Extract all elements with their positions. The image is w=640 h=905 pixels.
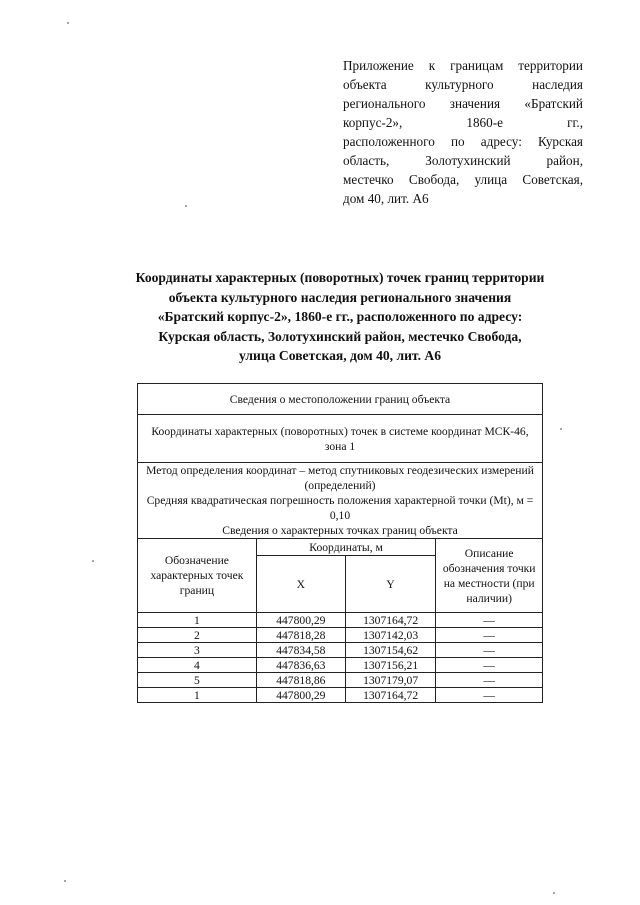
scan-speck [185, 205, 187, 207]
point-description: — [436, 613, 543, 628]
point-x: 447818,28 [256, 628, 345, 643]
appendix-line: местечко Свобода, улица Советская, [343, 172, 583, 187]
point-x: 447818,86 [256, 673, 345, 688]
appendix-note [343, 56, 583, 208]
point-x: 447800,29 [256, 613, 345, 628]
title-line: Координаты характерных (поворотных) точек границ территории [135, 270, 545, 285]
title-line: объекта культурного наследия регионального значения [168, 289, 512, 305]
appendix-line: корпус-2», 1860-е гг., [343, 115, 583, 130]
title-line: улица Советская, дом 40, лит. А6 [238, 348, 442, 363]
point-label: 3 [138, 643, 257, 658]
scan-speck [553, 892, 555, 894]
point-y: 1307164,72 [345, 613, 435, 628]
point-description: — [436, 688, 543, 703]
table-title-cell: Сведения о местоположении границ объекта [138, 384, 543, 415]
appendix-line: Приложение к границам территории [343, 58, 583, 73]
point-x: 447800,29 [256, 688, 345, 703]
point-label: 1 [138, 688, 257, 703]
scan-speck [67, 22, 69, 24]
header-description: Описание обозначения точки на местности (при наличии) [436, 539, 543, 613]
header-x: X [256, 556, 345, 613]
table-row [138, 613, 543, 628]
method-cell [138, 463, 543, 539]
point-x: 447834,58 [256, 643, 345, 658]
point-description: — [436, 658, 543, 673]
point-y: 1307154,62 [345, 643, 435, 658]
point-label: 4 [138, 658, 257, 673]
point-y: 1307142,03 [345, 628, 435, 643]
point-description: — [436, 643, 543, 658]
header-y: Y [345, 556, 435, 613]
table-row [138, 688, 543, 703]
point-description: — [436, 628, 543, 643]
header-coordinates: Координаты, м [256, 539, 436, 556]
title-line: «Братский корпус-2», 1860-е гг., расположенного по адресу: [157, 309, 523, 324]
point-y: 1307179,07 [345, 673, 435, 688]
document-title [100, 268, 580, 366]
table-row [138, 673, 543, 688]
scan-speck [560, 428, 562, 430]
points-title-text: Сведения о характерных точках границ объекта [222, 524, 458, 537]
scan-speck [64, 880, 66, 882]
point-description: — [436, 673, 543, 688]
point-y: 1307156,21 [345, 658, 435, 673]
appendix-line: регионального значения «Братский [343, 96, 583, 111]
point-label: 5 [138, 673, 257, 688]
appendix-line: дом 40, лит. А6 [343, 191, 429, 206]
coordinates-table [137, 383, 543, 703]
point-label: 2 [138, 628, 257, 643]
point-x: 447836,63 [256, 658, 345, 673]
header-point-label: Обозначение характерных точек границ [138, 539, 257, 613]
appendix-line: расположенного по адресу: Курская [343, 134, 583, 149]
table-row [138, 643, 543, 658]
appendix-line: объекта культурного наследия [343, 77, 583, 92]
accuracy-text: Средняя квадратическая погрешность положения характерной точки (Mt), м = 0,10 [146, 494, 534, 522]
point-label: 1 [138, 613, 257, 628]
appendix-line: область, Золотухинский район, [343, 153, 583, 168]
point-y: 1307164,72 [345, 688, 435, 703]
coordinate-system-cell: Координаты характерных (поворотных) точек в системе координат МСК-46, зона 1 [138, 415, 543, 463]
title-line: Курская область, Золотухинский район, местечко Свобода, [158, 328, 522, 344]
table-row [138, 628, 543, 643]
table-row [138, 658, 543, 673]
scan-speck [92, 560, 94, 562]
method-text: Метод определения координат – метод спутниковых геодезических измерений (определений) [146, 464, 534, 492]
